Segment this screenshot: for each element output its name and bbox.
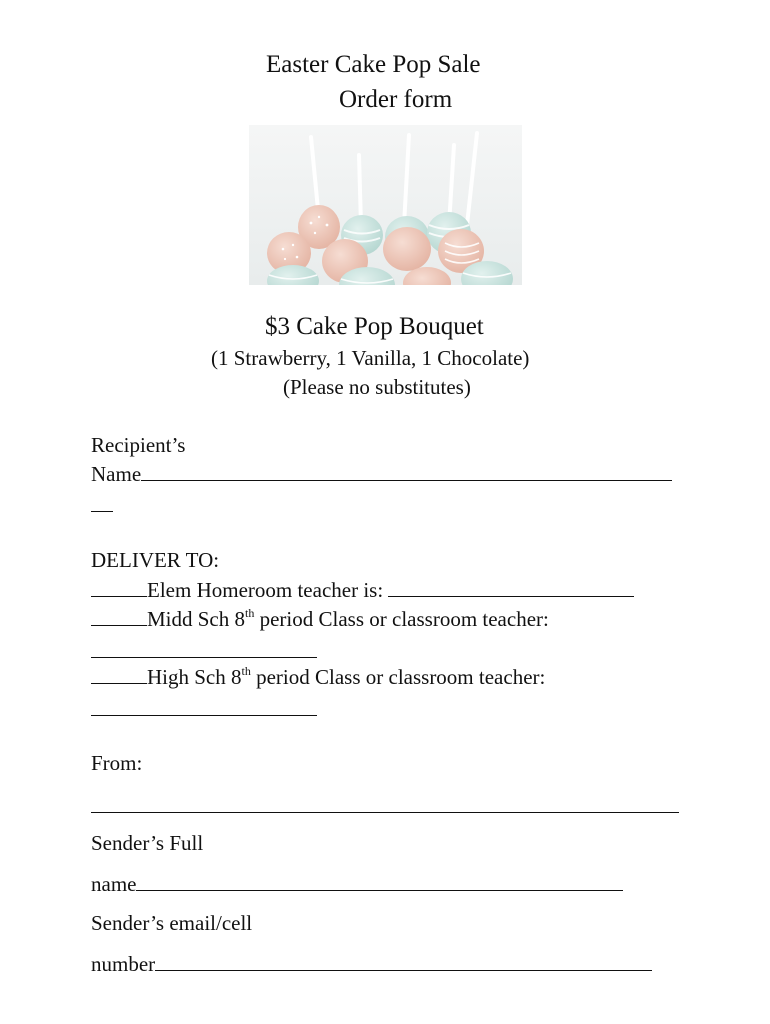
product-note: (Please no substitutes) <box>283 375 471 399</box>
recipient-name-blank[interactable] <box>141 466 672 481</box>
sender-contact-label-text: number <box>91 952 156 976</box>
high-teacher-blank[interactable] <box>91 715 317 716</box>
midd-label-sup: th <box>245 606 255 620</box>
title-line-1: Easter Cake Pop Sale <box>266 51 481 78</box>
from-label: From: <box>91 751 143 775</box>
cake-pop-photo <box>249 125 522 285</box>
midd-teacher-blank[interactable] <box>91 657 317 658</box>
high-label-prefix: High Sch 8 <box>147 665 242 689</box>
deliver-elem-line <box>91 580 634 601</box>
midd-label-suffix: period Class or classroom teacher: <box>254 607 549 631</box>
deliver-heading: DELIVER TO: <box>91 548 220 572</box>
high-label-suffix: period Class or classroom teacher: <box>250 665 546 689</box>
elem-check-blank[interactable] <box>91 582 147 597</box>
sender-contact-blank[interactable] <box>155 956 652 971</box>
midd-label-prefix: Midd Sch 8 <box>147 607 246 631</box>
product-name: $3 Cake Pop Bouquet <box>265 313 484 340</box>
sender-name-label-line-2 <box>91 874 623 895</box>
high-label-sup: th <box>241 664 251 678</box>
recipient-label-line-1: Recipient’s <box>91 433 186 457</box>
sender-name-blank[interactable] <box>136 876 623 891</box>
recipient-label-line-2 <box>91 464 672 485</box>
sender-name-label-text: name <box>91 872 137 896</box>
elem-label: Elem Homeroom teacher is: <box>147 578 384 602</box>
sender-name-label-line-1: Sender’s Full <box>91 831 204 855</box>
product-flavors: (1 Strawberry, 1 Vanilla, 1 Chocolate) <box>211 346 530 370</box>
high-check-blank[interactable] <box>91 669 147 684</box>
deliver-high-line <box>91 664 546 689</box>
cake-pop-illustration <box>249 125 522 285</box>
recipient-label-text: Name <box>91 462 142 486</box>
deliver-midd-line <box>91 606 549 631</box>
recipient-name-blank-continued[interactable] <box>91 511 113 512</box>
midd-check-blank[interactable] <box>91 611 147 626</box>
sender-contact-label-line-2 <box>91 954 652 975</box>
title-line-2: Order form <box>339 86 453 113</box>
elem-teacher-blank[interactable] <box>388 582 634 597</box>
sender-contact-label-line-1: Sender’s email/cell <box>91 911 253 935</box>
from-blank[interactable] <box>91 812 679 813</box>
